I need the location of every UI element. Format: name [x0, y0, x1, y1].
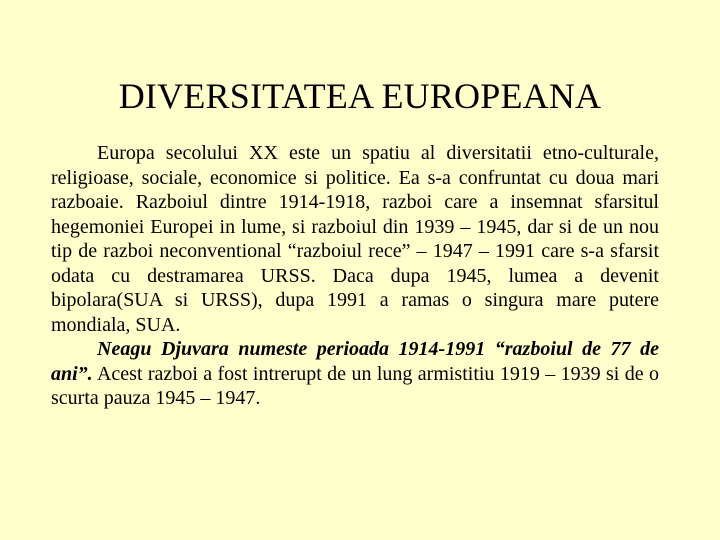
emphasis-quote: Neagu Djuvara numeste perioada 1914-1991 “razboiul de 77 de ani”. [51, 338, 659, 385]
paragraph-diversity: Europa secolului XX este un spatiu al diversitatii etno-culturale, religioase, sociale, economice si politice. Ea s-a confruntat cu doua mari razboaie. Razboiul dintre 1914-1918, razboi care a insemnat sfarsitul hegemoniei Europei in lume, si razboiul din 1939 – 1945, dar si de un nou tip de razboi neconventional “razboiul rece” – 1947 – 1991 care s-a sfarsit odata cu destramarea URSS. Daca dupa 1945, lumea a devenit bipolara(SUA si URSS), dupa 1991 a ramas o singura mare putere mondiala, SUA. [51, 142, 659, 336]
slide-body [51, 141, 659, 411]
paragraph-djuvara [51, 337, 659, 411]
paragraph-djuvara-rest: Acest razboi a fost intrerupt de un lung armistitiu 1919 – 1939 si de o scurta pauza 1945 – 1947. [51, 362, 659, 409]
slide-title: DIVERSITATEA EUROPEANA [118, 76, 602, 116]
